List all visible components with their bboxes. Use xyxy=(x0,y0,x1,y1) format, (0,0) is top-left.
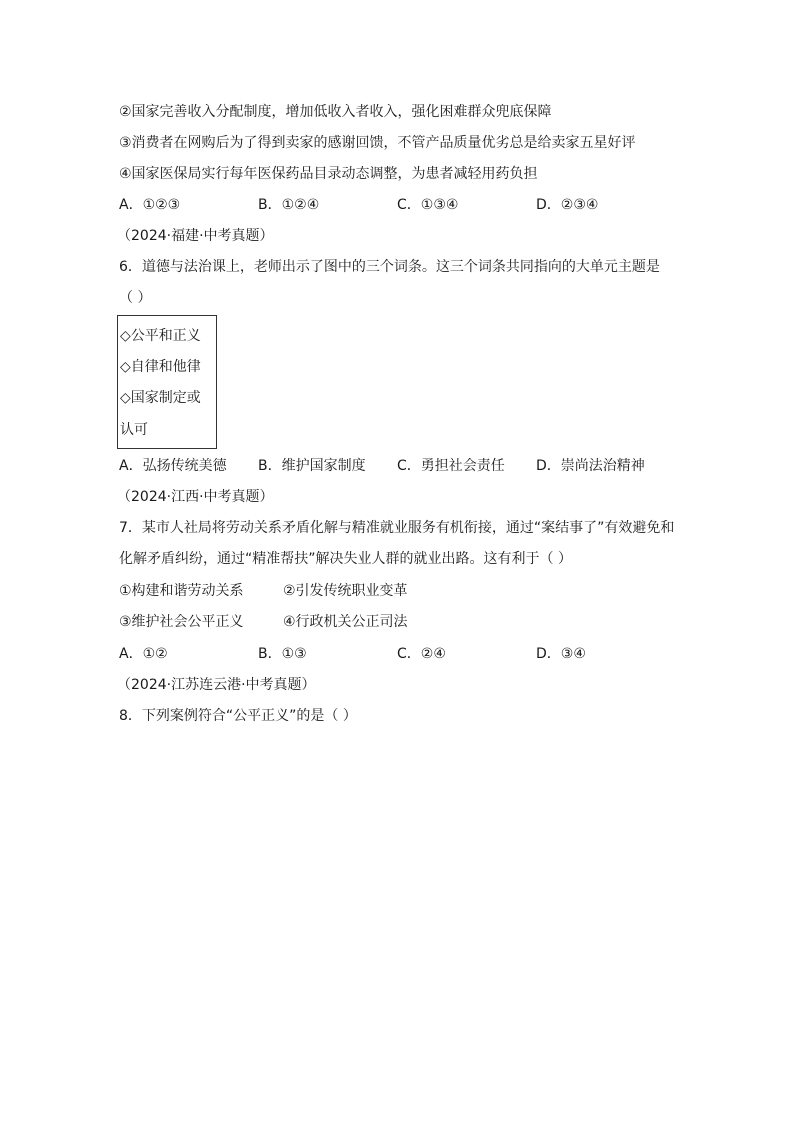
q6-option-d: D．崇尚法治精神 xyxy=(536,458,645,474)
q6-option-b: B．维护国家制度 xyxy=(258,458,366,474)
q7-item-2: ②引发传统职业变革 xyxy=(283,583,408,599)
q6-option-a: A．弘扬传统美德 xyxy=(119,458,227,474)
q7-stem-line2: 化解矛盾纠纷，通过“精准帮扶”解决失业人群的就业出路。这有利于（ ） xyxy=(119,551,572,567)
q6-stem-line2: （ ） xyxy=(119,290,152,306)
q6-option-c: C．勇担社会责任 xyxy=(397,458,505,474)
q8-stem: 8．下列案例符合“公平正义”的是（ ） xyxy=(119,708,357,724)
q7-stem-line1: 7．某市人社局将劳动关系矛盾化解与精准就业服务有机衔接，通过“案结事了”有效避免和 xyxy=(119,520,675,536)
q5-option-b: B．①②④ xyxy=(258,197,320,213)
q7-item-4: ④行政机关公正司法 xyxy=(283,614,408,630)
q7-option-d: D．③④ xyxy=(536,646,586,662)
q7-item-3: ③维护社会公平正义 xyxy=(119,614,244,630)
q5-option-c: C．①③④ xyxy=(397,197,459,213)
q5-option-d: D．②③④ xyxy=(536,197,599,213)
q6-source: （2024·江西·中考真题） xyxy=(117,489,274,505)
q5-item-2: ②国家完善收入分配制度，增加低收入者收入，强化困难群众兜底保障 xyxy=(119,104,552,120)
term-box-line-1: ◇公平和正义 xyxy=(120,328,201,344)
term-box-line-4: 认可 xyxy=(120,422,148,438)
q7-option-b: B．①③ xyxy=(258,646,307,662)
term-box-line-3: ◇国家制定或 xyxy=(120,390,201,406)
q7-source: （2024·江苏连云港·中考真题） xyxy=(117,677,316,693)
q5-item-3: ③消费者在网购后为了得到卖家的感谢回馈，不管产品质量优劣总是给卖家五星好评 xyxy=(119,135,636,151)
q7-option-c: C．②④ xyxy=(397,646,446,662)
term-box-line-2: ◇自律和他律 xyxy=(120,359,201,375)
q5-option-a: A．①②③ xyxy=(119,197,181,213)
q6-stem-line1: 6．道德与法治课上，老师出示了图中的三个词条。这三个词条共同指向的大单元主题是 xyxy=(119,259,660,275)
q7-item-1: ①构建和谐劳动关系 xyxy=(119,583,244,599)
q5-item-4: ④国家医保局实行每年医保药品目录动态调整，为患者减轻用药负担 xyxy=(119,166,538,182)
q5-source: （2024·福建·中考真题） xyxy=(117,228,274,244)
q7-option-a: A．①② xyxy=(119,646,168,662)
term-box xyxy=(117,315,217,449)
